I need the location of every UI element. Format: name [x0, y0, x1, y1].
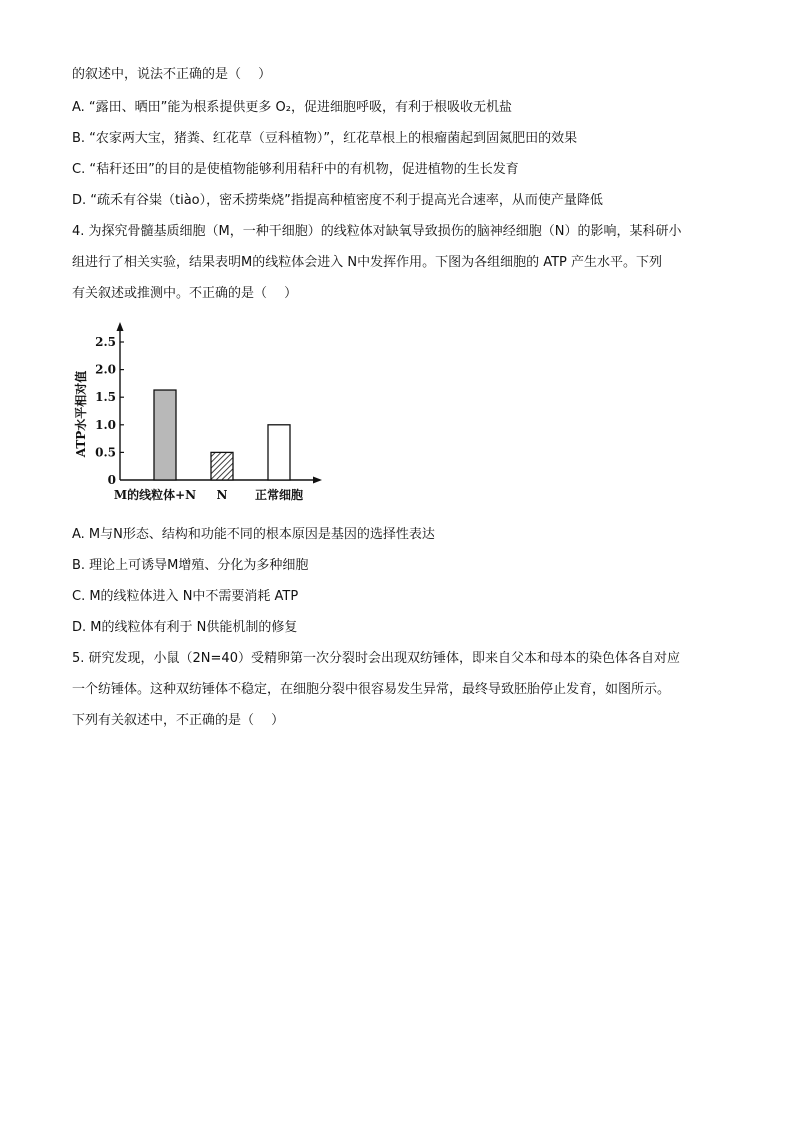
- bar: [211, 452, 233, 480]
- bar: [268, 425, 290, 480]
- q4-option-d: D. M的线粒体有利于 N供能机制的修复: [72, 620, 298, 635]
- y-tick-label: 1.5: [95, 390, 116, 405]
- q5-stem-line-1: 5. 研究发现，小鼠（2N=40）受精卵第一次分裂时会出现双纺锤体，即来自父本和母本的染色体各自对应: [72, 651, 680, 666]
- x-tick-labels: [114, 487, 303, 502]
- x-tick-label: 正常细胞: [254, 488, 304, 502]
- y-tick-label: 2.0: [95, 362, 116, 377]
- y-axis-arrow: [117, 322, 124, 331]
- q3-option-c: C. “秸秆还田”的目的是使植物能够利用秸秆中的有机物，促进植物的生长发育: [72, 162, 519, 177]
- atp-bar-chart: [72, 318, 332, 508]
- x-axis-arrow: [313, 477, 322, 484]
- q4-option-b: B. 理论上可诱导M增殖、分化为多种细胞: [72, 558, 309, 573]
- bars: [154, 390, 290, 480]
- q5-stem-line-2: 一个纺锤体。这种双纺锤体不稳定，在细胞分裂中很容易发生异常，最终导致胚胎停止发育，如图所示。: [72, 682, 671, 697]
- q4-option-a: A. M与N形态、结构和功能不同的根本原因是基因的选择性表达: [72, 527, 435, 542]
- q3-option-b: B. “农家两大宝，猪粪、红花草（豆科植物）”，红花草根上的根瘤菌起到固氮肥田的效果: [72, 131, 578, 146]
- x-tick-label: M的线粒体+N: [113, 488, 197, 502]
- y-axis-label: ATP水平相对值: [74, 370, 88, 458]
- y-tick-label: 2.5: [95, 335, 116, 349]
- q3-option-d: D. “疏禾有谷粜（tiào），密禾捞柴烧”指提高种植密度不利于提高光合速率，从而使产量降低: [72, 193, 603, 208]
- q4-stem-line-3: 有关叙述或推测中。不正确的是（ ）: [72, 286, 298, 301]
- q4-stem-line-2: 组进行了相关实验，结果表明M的线粒体会进入 N中发挥作用。下图为各组细胞的 ATP 产生水平。下列: [72, 255, 663, 270]
- y-tick-label: 0: [107, 473, 116, 487]
- bar: [154, 390, 176, 480]
- q5-stem-line-3: 下列有关叙述中，不正确的是（ ）: [72, 713, 285, 728]
- y-tick-label: 1.0: [95, 417, 116, 432]
- y-tick-label: 0.5: [95, 445, 116, 460]
- q4-stem-line-1: 4. 为探究骨髓基质细胞（M，一种干细胞）的线粒体对缺氧导致损伤的脑神经细胞（N）的影响，某科研小: [72, 224, 682, 239]
- text-line: 的叙述中，说法不正确的是（ ）: [72, 67, 272, 82]
- q4-option-c: C. M的线粒体进入 N中不需要消耗 ATP: [72, 589, 299, 604]
- q3-option-a: A. “露田、晒田”能为根系提供更多 O₂，促进细胞呼吸，有利于根吸收无机盐: [72, 100, 512, 115]
- x-tick-label: N: [216, 488, 228, 502]
